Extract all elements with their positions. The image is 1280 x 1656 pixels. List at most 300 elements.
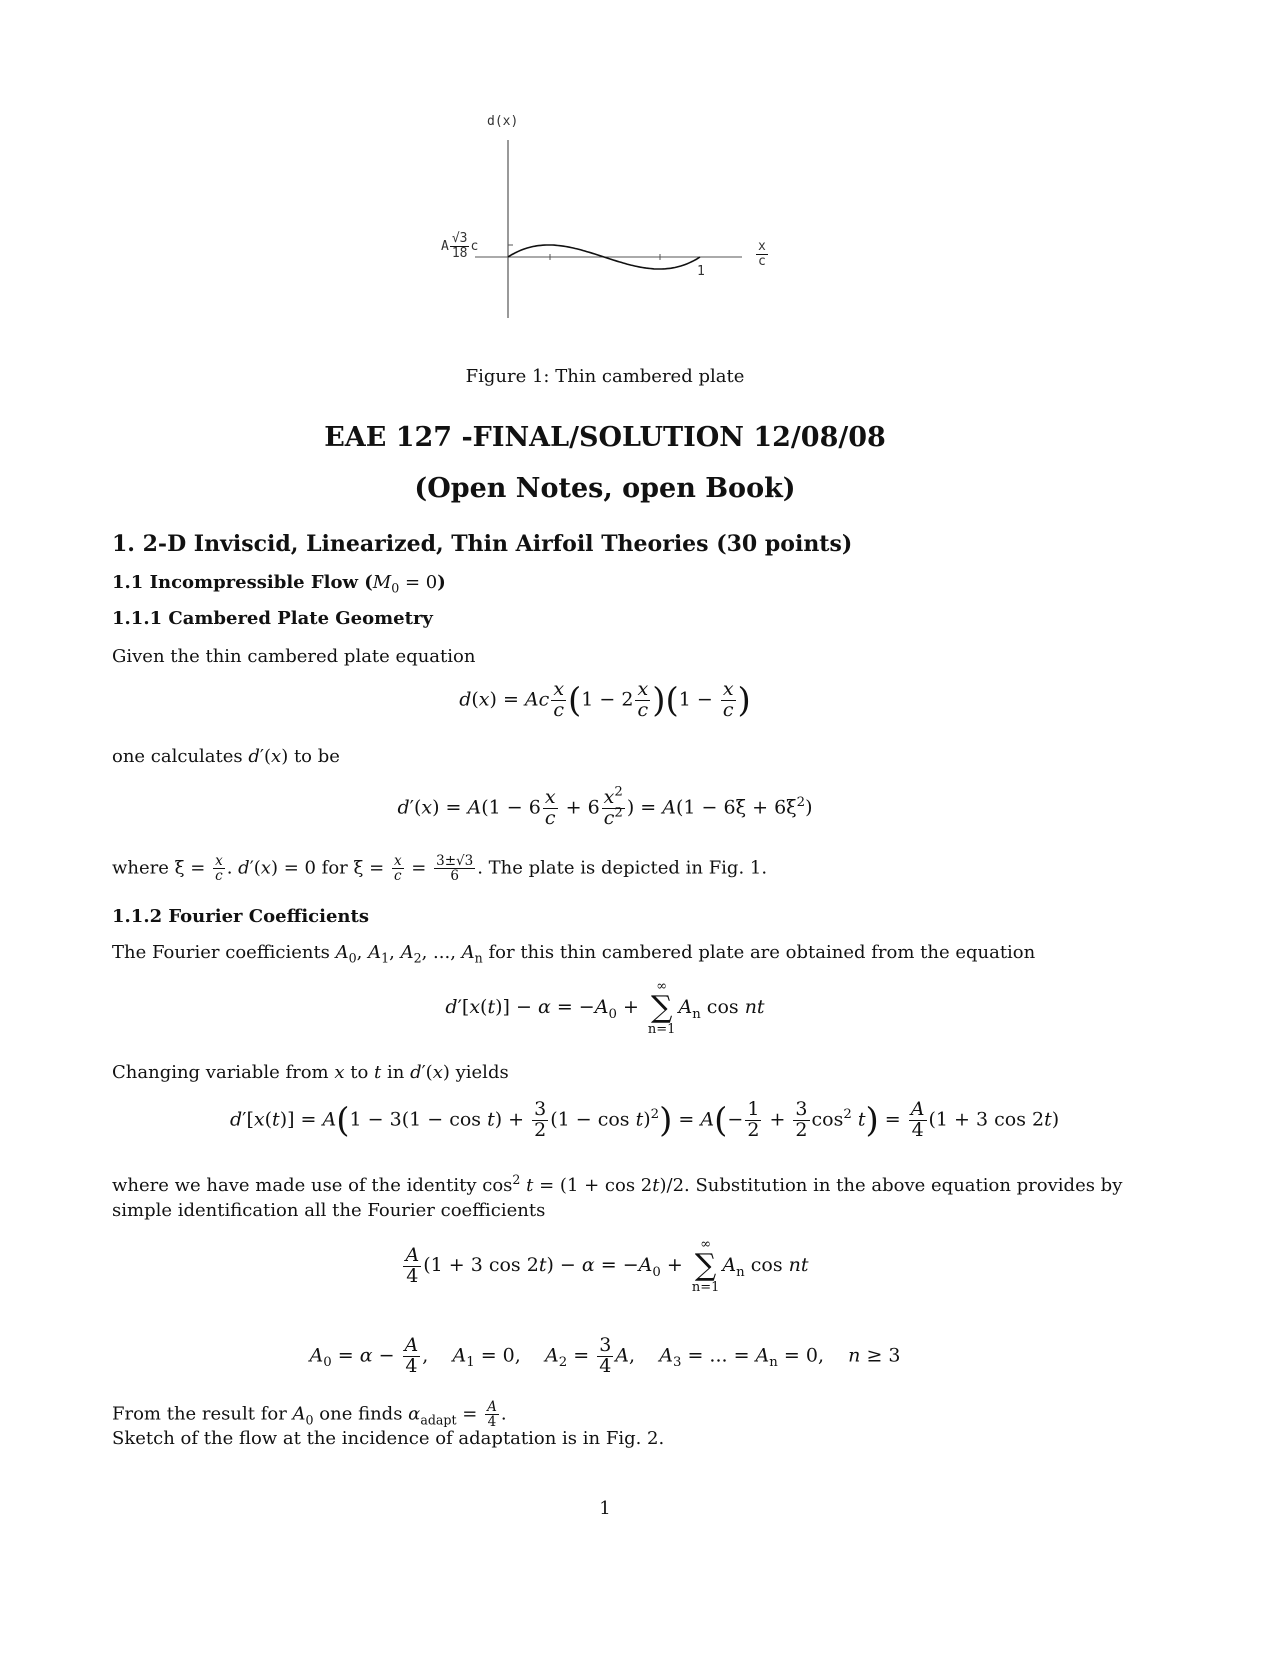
subsubsection-heading: 1.1.1 Cambered Plate Geometry (112, 608, 433, 629)
numerator (532, 1100, 548, 1121)
math-variable: c (553, 698, 564, 721)
math-variable: x (469, 996, 481, 1018)
math-variable: α (359, 1344, 373, 1367)
numerator (635, 680, 650, 701)
math-variable: x (722, 678, 734, 700)
math-variable: t (652, 1175, 660, 1196)
sum-sign-icon: ∑ (650, 990, 673, 1025)
math-text: ) = (626, 796, 663, 819)
summation (648, 980, 676, 1036)
math-text: 1 (747, 1098, 760, 1120)
text: to be (288, 746, 340, 767)
x-axis-label (754, 240, 770, 268)
subscript (381, 951, 389, 966)
math-text: 4 (487, 1414, 497, 1431)
math-text: 1 (381, 950, 390, 966)
max-label-num: √3 (451, 231, 468, 246)
y-axis-label: d(x) (487, 114, 519, 129)
subscript (769, 1355, 778, 1370)
math-text: ) (281, 746, 289, 767)
math-text: + (616, 996, 645, 1018)
math-variable: x (253, 1108, 265, 1131)
subscript (475, 951, 483, 966)
denominator (213, 869, 225, 883)
math-variable: x (478, 688, 490, 711)
math-text: 0 (391, 580, 400, 596)
math-variable: c (215, 868, 223, 885)
denominator (403, 1264, 421, 1287)
heading-math (372, 572, 438, 596)
math-variable: A (615, 1344, 630, 1367)
numerator (721, 680, 736, 701)
math-text: cos (700, 996, 745, 1018)
math-text: = 0, (777, 1344, 849, 1367)
math-text: 2 (413, 950, 422, 966)
big-paren: ( (714, 1100, 728, 1141)
math-variable: A (400, 942, 414, 963)
denominator (721, 698, 736, 721)
superscript (614, 806, 622, 821)
subsubsection-heading: 1.1.2 Fourier Coefficients (112, 906, 369, 927)
math-text: ) + (494, 1108, 531, 1131)
math-text: ) (805, 796, 813, 819)
fraction (213, 854, 225, 883)
math-text: 2 (650, 1107, 660, 1123)
math-variable: d (248, 746, 260, 767)
math-text: 1 − (678, 688, 719, 711)
numerator (551, 680, 566, 701)
math-text: ′[ (457, 996, 470, 1018)
subscript (414, 951, 422, 966)
math-text: where we have made use of the identity cos (112, 1175, 513, 1196)
math-text: 1 (466, 1355, 475, 1371)
fraction (532, 1100, 548, 1141)
math-variable: d (397, 796, 410, 819)
math-variable: c (538, 688, 550, 711)
math-variable: x (553, 678, 565, 700)
paragraph (112, 1062, 509, 1083)
math-variable: A (404, 1334, 419, 1356)
math-variable: x (432, 1062, 443, 1083)
fraction (909, 1100, 927, 1141)
math-variable: x (334, 1062, 345, 1083)
max-label (441, 232, 478, 260)
math-variable: d (230, 1108, 243, 1131)
superscript (651, 1107, 659, 1122)
math-text: = 0, (474, 1344, 545, 1367)
math-variable: A (910, 1098, 925, 1120)
math-text: 2 (843, 1107, 852, 1123)
math-text: 2 (795, 1118, 808, 1141)
math-text: + (763, 1108, 792, 1131)
math-variable: x (260, 857, 271, 879)
math-text: 6 (450, 868, 459, 885)
math-text: The Fourier coefficients (112, 942, 336, 963)
subscript (466, 1355, 474, 1370)
numerator (213, 854, 225, 869)
math-text: 1 − 2 (581, 688, 634, 711)
x-label-num: x (758, 239, 766, 254)
fraction (485, 1400, 499, 1429)
math-variable: A (524, 688, 539, 711)
math-text: , (629, 1344, 660, 1367)
math-text: ) (1051, 1108, 1060, 1131)
math-text: 4 (405, 1354, 418, 1377)
math-text: ( (480, 996, 488, 1018)
math-text: = (331, 1344, 360, 1367)
section-heading: 1. 2-D Inviscid, Linearized, Thin Airfoil Theories (30 points) (112, 531, 853, 557)
sum-lower: n=1 (691, 1280, 720, 1295)
math-text: . (226, 857, 239, 879)
math-text: 0 (323, 1355, 332, 1371)
math-text: + (660, 1254, 689, 1276)
math-variable: x (215, 853, 223, 869)
big-paren: ( (568, 680, 582, 721)
math-text: )] = (279, 1108, 323, 1131)
paragraph: Given the thin cambered plate equation (112, 646, 476, 667)
math-variable: A (461, 942, 475, 963)
math-text: 3 (672, 1355, 682, 1371)
math-text: (1 − cos (550, 1108, 636, 1131)
denominator (909, 1118, 927, 1141)
paragraph: Sketch of the flow at the incidence of adaptation is in Fig. 2. (112, 1428, 665, 1449)
math-text: 2 (512, 1172, 521, 1187)
math-variable: x (544, 786, 556, 808)
math-text: = (878, 1108, 907, 1131)
math-text: ( (471, 688, 479, 711)
equation-coefficients (0, 1336, 1210, 1377)
big-paren: ( (665, 680, 679, 721)
math-text: = (456, 1403, 484, 1425)
denominator (543, 806, 558, 829)
math-text: , (422, 1344, 453, 1367)
subscript (323, 1355, 331, 1370)
denominator (434, 869, 475, 883)
math-variable: α (408, 1403, 421, 1425)
max-label-den: 18 (451, 245, 468, 261)
math-text: (1 − 6ξ + 6ξ (676, 796, 797, 819)
math-text: 2 (534, 1118, 547, 1141)
math-text: one finds (313, 1403, 409, 1425)
math-variable: A (292, 1403, 306, 1425)
math-text: 4 (406, 1264, 419, 1287)
subscript (736, 1265, 745, 1280)
big-paren: ) (659, 1100, 673, 1141)
superscript (797, 795, 805, 810)
fraction (793, 1100, 809, 1141)
paragraph (112, 942, 1036, 966)
paragraph: simple identification all the Fourier coefficients (112, 1200, 546, 1221)
superscript (843, 1107, 851, 1122)
math-text: 4 (911, 1118, 924, 1141)
paragraph (112, 1172, 1123, 1196)
numerator (597, 1336, 613, 1357)
numerator (403, 1243, 421, 1267)
denominator (532, 1118, 548, 1141)
subscript (692, 1007, 701, 1022)
math-text: 4 (599, 1354, 612, 1377)
equation-change-variable (230, 1100, 1059, 1141)
numerator (909, 1100, 927, 1121)
math-variable: x (637, 678, 649, 700)
math-variable: c (544, 806, 556, 829)
math-text: n (474, 950, 483, 966)
math-variable: n (848, 1344, 861, 1367)
math-variable: c (722, 698, 734, 721)
max-label-fraction (450, 232, 470, 260)
math-variable: A (662, 796, 677, 819)
superscript (614, 785, 622, 800)
math-text: Changing variable from (112, 1062, 335, 1083)
math-variable: d (410, 1062, 422, 1083)
math-variable: α (581, 1254, 595, 1276)
math-variable: A (700, 1108, 715, 1131)
math-variable: t (487, 1108, 495, 1131)
math-variable: x (271, 746, 282, 767)
math-text: − (372, 1344, 401, 1367)
subscript (420, 1412, 456, 1427)
math-text: 0 (305, 1412, 314, 1428)
heading-close: ) (437, 572, 446, 593)
math-text: ′( (259, 746, 272, 767)
summation (692, 1238, 720, 1294)
numerator (793, 1100, 809, 1121)
math-text: = − (594, 1254, 639, 1276)
math-text: = − (550, 996, 595, 1018)
x-label-den: c (758, 253, 766, 269)
math-text: 3 (599, 1334, 612, 1356)
sum-upper: ∞ (700, 1237, 712, 1252)
numerator (485, 1400, 499, 1415)
math-text: ( (264, 1108, 273, 1131)
math-variable: A (452, 1344, 467, 1367)
math-variable: c (637, 698, 649, 721)
math-text: 2 (747, 1118, 760, 1141)
math-text: where ξ = (112, 857, 212, 879)
math-variable: d (238, 857, 250, 879)
numerator (392, 854, 404, 869)
math-variable: x (603, 786, 615, 808)
denominator (392, 869, 404, 883)
math-text: (1 + 3 cos 2 (423, 1254, 539, 1276)
math-variable: A (368, 942, 382, 963)
math-text: = (405, 857, 433, 879)
paragraph (112, 854, 767, 883)
math-text: , (389, 942, 401, 963)
math-text: + 6 (559, 796, 600, 819)
denominator (602, 805, 625, 829)
math-variable: nt (788, 1254, 809, 1276)
math-text: ′[ (242, 1108, 254, 1131)
subscript (559, 1355, 567, 1370)
math-variable: nt (744, 996, 765, 1018)
math-variable: t (526, 1175, 534, 1196)
math-variable: c (603, 806, 615, 829)
math-variable: d (459, 688, 472, 711)
math-text: = 0 (399, 572, 438, 593)
math-variable: A (322, 1108, 337, 1131)
fraction (403, 1243, 421, 1287)
math-text: = ... = (681, 1344, 756, 1367)
sum-lower: n=1 (647, 1022, 676, 1037)
math-variable: M (372, 572, 392, 593)
math-text: 3 (534, 1098, 547, 1120)
sum-sign-icon: ∑ (694, 1248, 717, 1283)
x-tick-label: 1 (697, 264, 705, 279)
math-variable: A (467, 796, 482, 819)
numerator (434, 854, 475, 869)
math-variable: t (1044, 1108, 1052, 1131)
numerator (403, 1336, 421, 1357)
math-text: − (727, 1108, 744, 1131)
figure-caption: Figure 1: Thin cambered plate (465, 366, 745, 387)
math-text: ) − (546, 1254, 582, 1276)
text: one calculates (112, 746, 249, 767)
math-variable: t (538, 1254, 547, 1276)
math-variable: α (537, 996, 551, 1018)
math-text: , (356, 942, 369, 963)
big-paren: ) (652, 680, 666, 721)
big-paren: ( (336, 1100, 350, 1141)
denominator (635, 698, 650, 721)
math-variable: t (857, 1108, 866, 1131)
math-text: adapt (420, 1412, 457, 1428)
math-variable: A (659, 1344, 673, 1367)
math-text: )] − (495, 996, 538, 1018)
page-title: EAE 127 -FINAL/SOLUTION 12/08/08 (324, 422, 886, 453)
math-text: ) = (432, 796, 468, 819)
subscript (652, 1265, 660, 1280)
fraction (434, 854, 475, 883)
math-variable: A (594, 996, 609, 1018)
equation-derivative (0, 784, 1210, 829)
math-text: 0 (608, 1006, 617, 1022)
subsection-heading (112, 572, 446, 596)
math-text: = (1 + cos 2 (533, 1175, 653, 1196)
denominator (551, 698, 566, 721)
fraction (635, 680, 650, 721)
big-paren: ) (865, 1100, 879, 1141)
math-text: ) = (489, 688, 525, 711)
math-variable: A (755, 1344, 770, 1367)
figure-thin-cambered-plate (0, 0, 1280, 340)
math-text: , ..., (421, 942, 462, 963)
heading-text: 1.1 Incompressible Flow ( (112, 572, 373, 593)
math-text: cos (811, 1108, 844, 1131)
math-text: . (500, 1403, 507, 1425)
math-variable: t (272, 1108, 280, 1131)
math-text: . The plate is depicted in Fig. 1. (477, 857, 768, 879)
math-text: 1 − 3(1 − cos (349, 1108, 488, 1131)
fraction (745, 1100, 761, 1141)
equation-substitution (0, 1238, 1210, 1294)
math-text: 3±√3 (436, 853, 474, 869)
equation-fourier (0, 980, 1210, 1036)
math-text: ) (643, 1108, 651, 1131)
math-text: 0 (348, 950, 357, 966)
paragraph (112, 746, 340, 767)
math-text: = (567, 1344, 596, 1367)
math-text: ′( (409, 796, 422, 819)
math-text: in (381, 1062, 411, 1083)
paragraph (112, 1400, 507, 1429)
math-text: ≥ 3 (860, 1344, 901, 1367)
math-text: 0 (652, 1264, 661, 1280)
subscript (349, 951, 357, 966)
denominator (745, 1118, 761, 1141)
math-text: n (769, 1355, 778, 1371)
math-variable: c (393, 868, 402, 885)
sum-upper: ∞ (656, 979, 668, 994)
math-text: cos (744, 1254, 789, 1276)
fraction (543, 788, 558, 829)
math-text: 2 (614, 784, 623, 800)
math-text: From the result for (112, 1403, 293, 1425)
math-text: )/2. Substitution in the above equation provides by (659, 1175, 1123, 1196)
fraction (551, 680, 566, 721)
math-text: n (736, 1264, 745, 1280)
numerator (745, 1100, 761, 1121)
math-text: ) yields (442, 1062, 509, 1083)
math (248, 746, 288, 767)
denominator (403, 1354, 421, 1377)
math-variable: A (335, 942, 349, 963)
math-variable: A (722, 1254, 737, 1276)
math-text: 2 (796, 795, 806, 811)
big-paren: ) (737, 680, 751, 721)
math-text: for this thin cambered plate are obtained from the equation (482, 942, 1036, 963)
page-number: 1 (599, 1498, 611, 1519)
math-variable: A (638, 1254, 653, 1276)
denominator (597, 1354, 613, 1377)
math-text: = (672, 1108, 701, 1131)
math-text: 2 (558, 1355, 568, 1371)
max-label-coef: A (441, 238, 449, 254)
math-variable: A (487, 1399, 497, 1415)
math-variable: t (374, 1062, 382, 1083)
math-variable: t (635, 1108, 644, 1131)
math-text: to (344, 1062, 375, 1083)
math-text: ′( (249, 857, 261, 879)
math-variable: d (445, 996, 458, 1018)
math-text: 3 (795, 1098, 808, 1120)
math-variable: x (393, 853, 402, 869)
math-variable: A (309, 1344, 324, 1367)
fraction (392, 854, 404, 883)
fraction (403, 1336, 421, 1377)
math-variable: A (405, 1243, 420, 1266)
math-variable: A (544, 1344, 559, 1367)
fraction (597, 1336, 613, 1377)
math-variable: t (487, 996, 496, 1018)
fraction (602, 784, 625, 829)
equation-camber (0, 680, 1210, 721)
math-variable: x (421, 796, 433, 819)
math-text: (1 + 3 cos 2 (928, 1108, 1045, 1131)
denominator (793, 1118, 809, 1141)
math-variable: A (678, 996, 693, 1018)
math-text: (1 − 6 (481, 796, 541, 819)
numerator (543, 788, 558, 809)
fraction (721, 680, 736, 721)
max-label-suffix: c (470, 238, 479, 254)
subscript (608, 1007, 616, 1022)
math-text: 2 (614, 805, 623, 821)
page-subtitle: (Open Notes, open Book) (414, 473, 796, 504)
subscript (306, 1412, 314, 1427)
math-text: ′( (421, 1062, 433, 1083)
math-text: n (692, 1006, 701, 1022)
